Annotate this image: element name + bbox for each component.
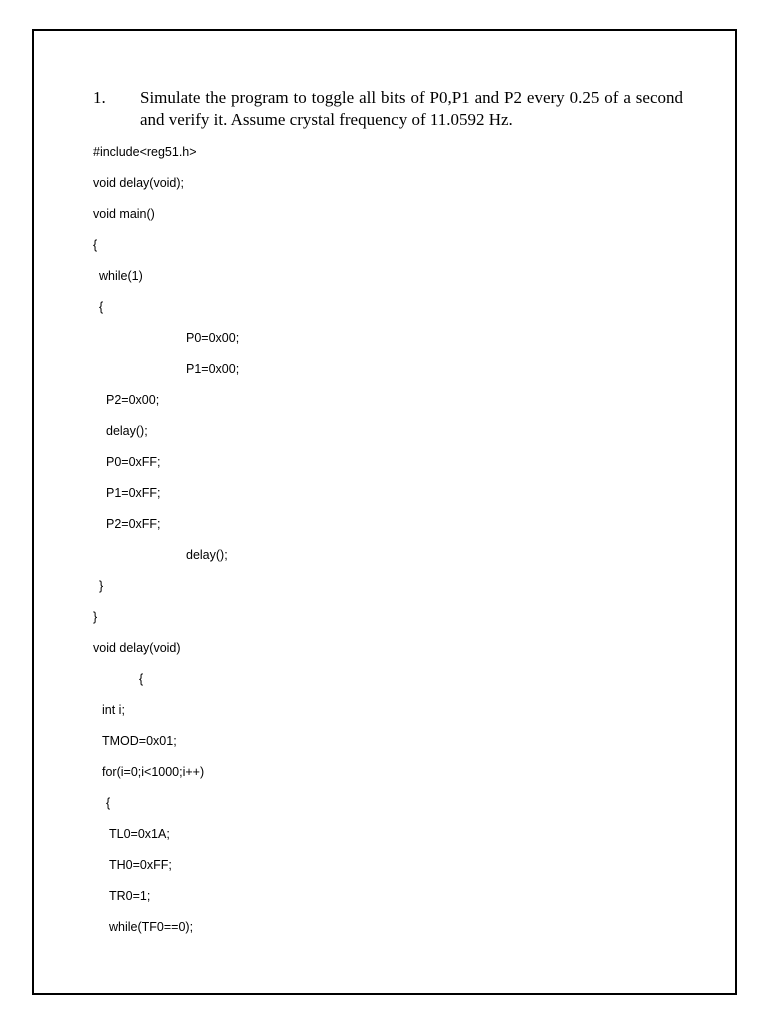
code-line: TH0=0xFF;: [109, 858, 172, 872]
code-line: delay();: [186, 548, 228, 562]
question-text: Simulate the program to toggle all bits of P0,P1 and P2 every 0.25 of a second and verify it. Assume crystal frequency of 11.0592 Hz.: [140, 88, 683, 129]
code-line: while(1): [99, 269, 143, 283]
code-line: {: [99, 300, 104, 314]
page-border: [32, 29, 737, 995]
code-line: P0=0x00;: [186, 331, 240, 345]
code-line: P1=0xFF;: [106, 486, 161, 500]
code-line: while(TF0==0);: [109, 920, 194, 934]
code-line: P1=0x00;: [186, 362, 240, 376]
question-number: 1.: [93, 88, 106, 107]
code-line: {: [139, 672, 144, 686]
code-line: TR0=1;: [109, 889, 151, 903]
code-line: delay();: [106, 424, 148, 438]
code-line: TMOD=0x01;: [102, 734, 177, 748]
code-line: for(i=0;i<1000;i++): [102, 765, 205, 779]
code-line: void main(): [93, 207, 155, 221]
code-line: void delay(void);: [93, 176, 185, 190]
code-line: P2=0xFF;: [106, 517, 161, 531]
code-line: {: [93, 238, 98, 252]
code-line: }: [99, 579, 104, 593]
code-line: }: [93, 610, 98, 624]
code-line: void delay(void): [93, 641, 181, 655]
code-line: P0=0xFF;: [106, 455, 161, 469]
code-line: #include<reg51.h>: [93, 145, 197, 159]
code-line: P2=0x00;: [106, 393, 160, 407]
code-line: {: [106, 796, 111, 810]
code-line: int i;: [102, 703, 125, 717]
code-line: TL0=0x1A;: [109, 827, 170, 841]
question: [93, 87, 683, 131]
